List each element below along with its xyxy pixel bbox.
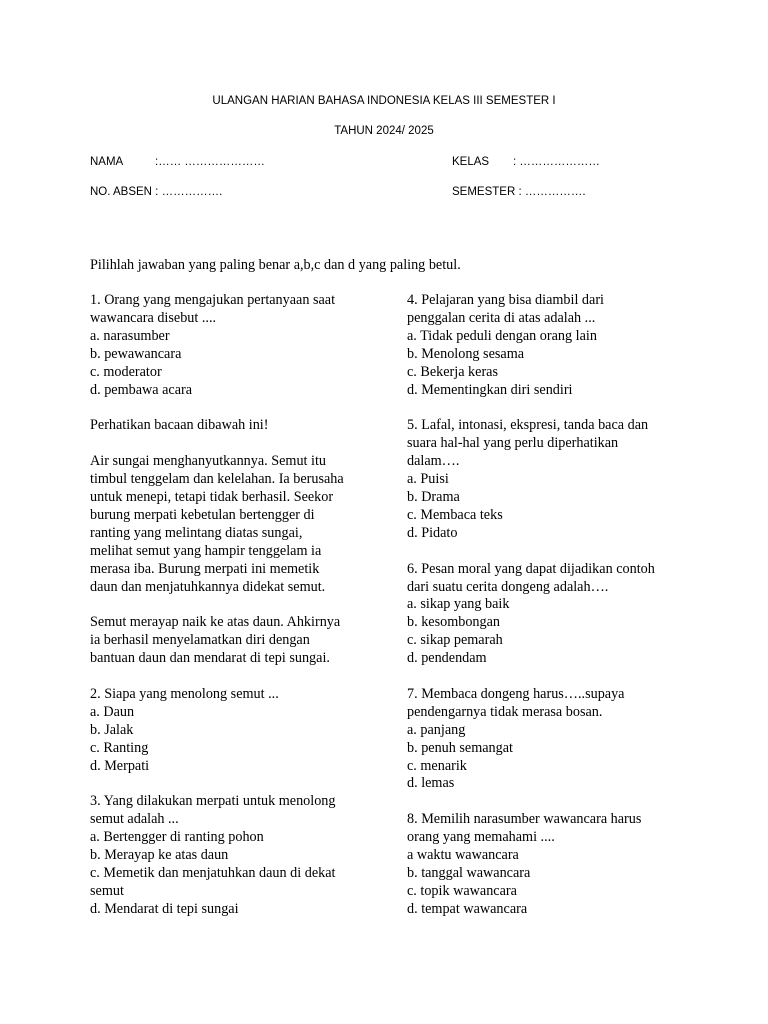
- semester-field: SEMESTER : …………….: [452, 186, 586, 198]
- blank-line: [407, 793, 707, 811]
- text-line: Semut merayap naik ke atas daun. Ahkirnya: [90, 614, 341, 631]
- exam-title: ULANGAN HARIAN BAHASA INDONESIA KELAS III SEMESTER I: [212, 95, 556, 107]
- text-line: c. Ranting: [90, 739, 149, 756]
- nama-label: NAMA: [90, 156, 124, 168]
- text-line: timbul tenggelam dan kelelahan. Ia berusaha: [90, 471, 344, 488]
- kelas-label: KELAS: [452, 156, 490, 168]
- text-line: a. panjang: [407, 721, 466, 738]
- kelas-value: : …………………: [513, 156, 600, 168]
- text-line: 5. Lafal, intonasi, ekspresi, tanda baca dan: [407, 417, 649, 434]
- text-line: ranting yang melintang diatas sungai,: [90, 524, 303, 541]
- text-line: a. narasumber: [90, 327, 170, 344]
- text-line: b. tanggal wawancara: [407, 865, 531, 881]
- text-line: 1. Orang yang mengajukan pertanyaan saat: [90, 292, 336, 308]
- text-line: suara hal-hal yang perlu diperhatikan: [407, 435, 619, 452]
- left-question-column: [90, 292, 390, 919]
- text-line: d. pembawa acara: [90, 381, 193, 398]
- instruction: Pilihlah jawaban yang paling benar a,b,c dan d yang paling betul.: [90, 257, 461, 273]
- text-line: 6. Pesan moral yang dapat dijadikan contoh: [407, 560, 655, 577]
- nama-value: :…… …………………: [155, 156, 265, 168]
- text-line: b. pewawancara: [90, 345, 182, 362]
- text-line: c. sikap pemarah: [407, 632, 503, 649]
- text-line: c. Membaca teks: [407, 506, 503, 523]
- blank-line: [407, 668, 707, 686]
- text-line: a. Tidak peduli dengan orang lain: [407, 327, 597, 344]
- text-line: pendengarnya tidak merasa bosan.: [407, 703, 603, 720]
- text-line: untuk menepi, tetapi tidak berhasil. Seekor: [90, 488, 334, 505]
- text-line: 3. Yang dilakukan merpati untuk menolong: [90, 793, 336, 810]
- text-line: dari suatu cerita dongeng adalah….: [407, 578, 609, 595]
- text-line: semut adalah ...: [90, 811, 179, 828]
- text-line: b. penuh semangat: [407, 739, 513, 756]
- text-line: c. Memetik dan menjatuhkan daun di dekat: [90, 865, 336, 881]
- text-line: wawancara disebut ....: [90, 309, 217, 326]
- text-line: d. Pidato: [407, 524, 458, 541]
- exam-year: TAHUN 2024/ 2025: [334, 125, 434, 137]
- blank-line: [407, 543, 707, 561]
- text-line: penggalan cerita di atas adalah ...: [407, 309, 596, 326]
- text-line: b. kesombongan: [407, 614, 500, 631]
- text-line: b. Menolong sesama: [407, 345, 525, 362]
- text-line: c. Bekerja keras: [407, 363, 498, 380]
- text-line: bantuan daun dan mendarat di tepi sungai.: [90, 650, 330, 667]
- blank-line: [407, 399, 707, 417]
- text-line: orang yang memahami ....: [407, 829, 555, 846]
- blank-line: [90, 596, 390, 614]
- text-line: 4. Pelajaran yang bisa diambil dari: [407, 292, 604, 308]
- text-line: c. menarik: [407, 757, 467, 774]
- blank-line: [90, 435, 390, 453]
- text-line: a. Puisi: [407, 471, 449, 488]
- text-line: a. sikap yang baik: [407, 596, 510, 613]
- text-line: daun dan menjatuhkannya didekat semut.: [90, 578, 326, 595]
- text-line: a. Daun: [90, 703, 135, 720]
- text-line: d. Mementingkan diri sendiri: [407, 381, 573, 398]
- text-line: d. lemas: [407, 775, 455, 792]
- text-line: 2. Siapa yang menolong semut ...: [90, 685, 279, 702]
- text-line: Perhatikan bacaan dibawah ini!: [90, 417, 269, 434]
- text-line: burung merpati kebetulan bertengger di: [90, 506, 315, 523]
- text-line: b. Jalak: [90, 721, 134, 738]
- text-line: dalam….: [407, 453, 460, 470]
- absen-field: NO. ABSEN : …………….: [90, 186, 223, 198]
- text-line: ia berhasil menyelamatkan diri dengan: [90, 632, 310, 649]
- text-line: d. Merpati: [90, 757, 150, 774]
- blank-line: [90, 775, 390, 793]
- text-line: 7. Membaca dongeng harus…..supaya: [407, 685, 625, 702]
- text-line: d. Mendarat di tepi sungai: [90, 900, 239, 917]
- text-line: semut: [90, 882, 124, 899]
- blank-line: [90, 668, 390, 686]
- text-line: b. Drama: [407, 488, 460, 505]
- text-line: Air sungai menghanyutkannya. Semut itu: [90, 453, 327, 470]
- text-line: a. Bertengger di ranting pohon: [90, 829, 264, 846]
- right-question-column: [407, 292, 707, 919]
- text-line: d. pendendam: [407, 650, 487, 667]
- text-line: d. tempat wawancara: [407, 900, 528, 917]
- text-line: a waktu wawancara: [407, 847, 519, 864]
- text-line: melihat semut yang hampir tenggelam ia: [90, 542, 322, 559]
- text-line: 8. Memilih narasumber wawancara harus: [407, 811, 642, 828]
- text-line: b. Merayap ke atas daun: [90, 847, 229, 864]
- text-line: c. moderator: [90, 363, 162, 380]
- text-line: c. topik wawancara: [407, 882, 517, 899]
- blank-line: [90, 399, 390, 417]
- text-line: merasa iba. Burung merpati ini memetik: [90, 560, 320, 577]
